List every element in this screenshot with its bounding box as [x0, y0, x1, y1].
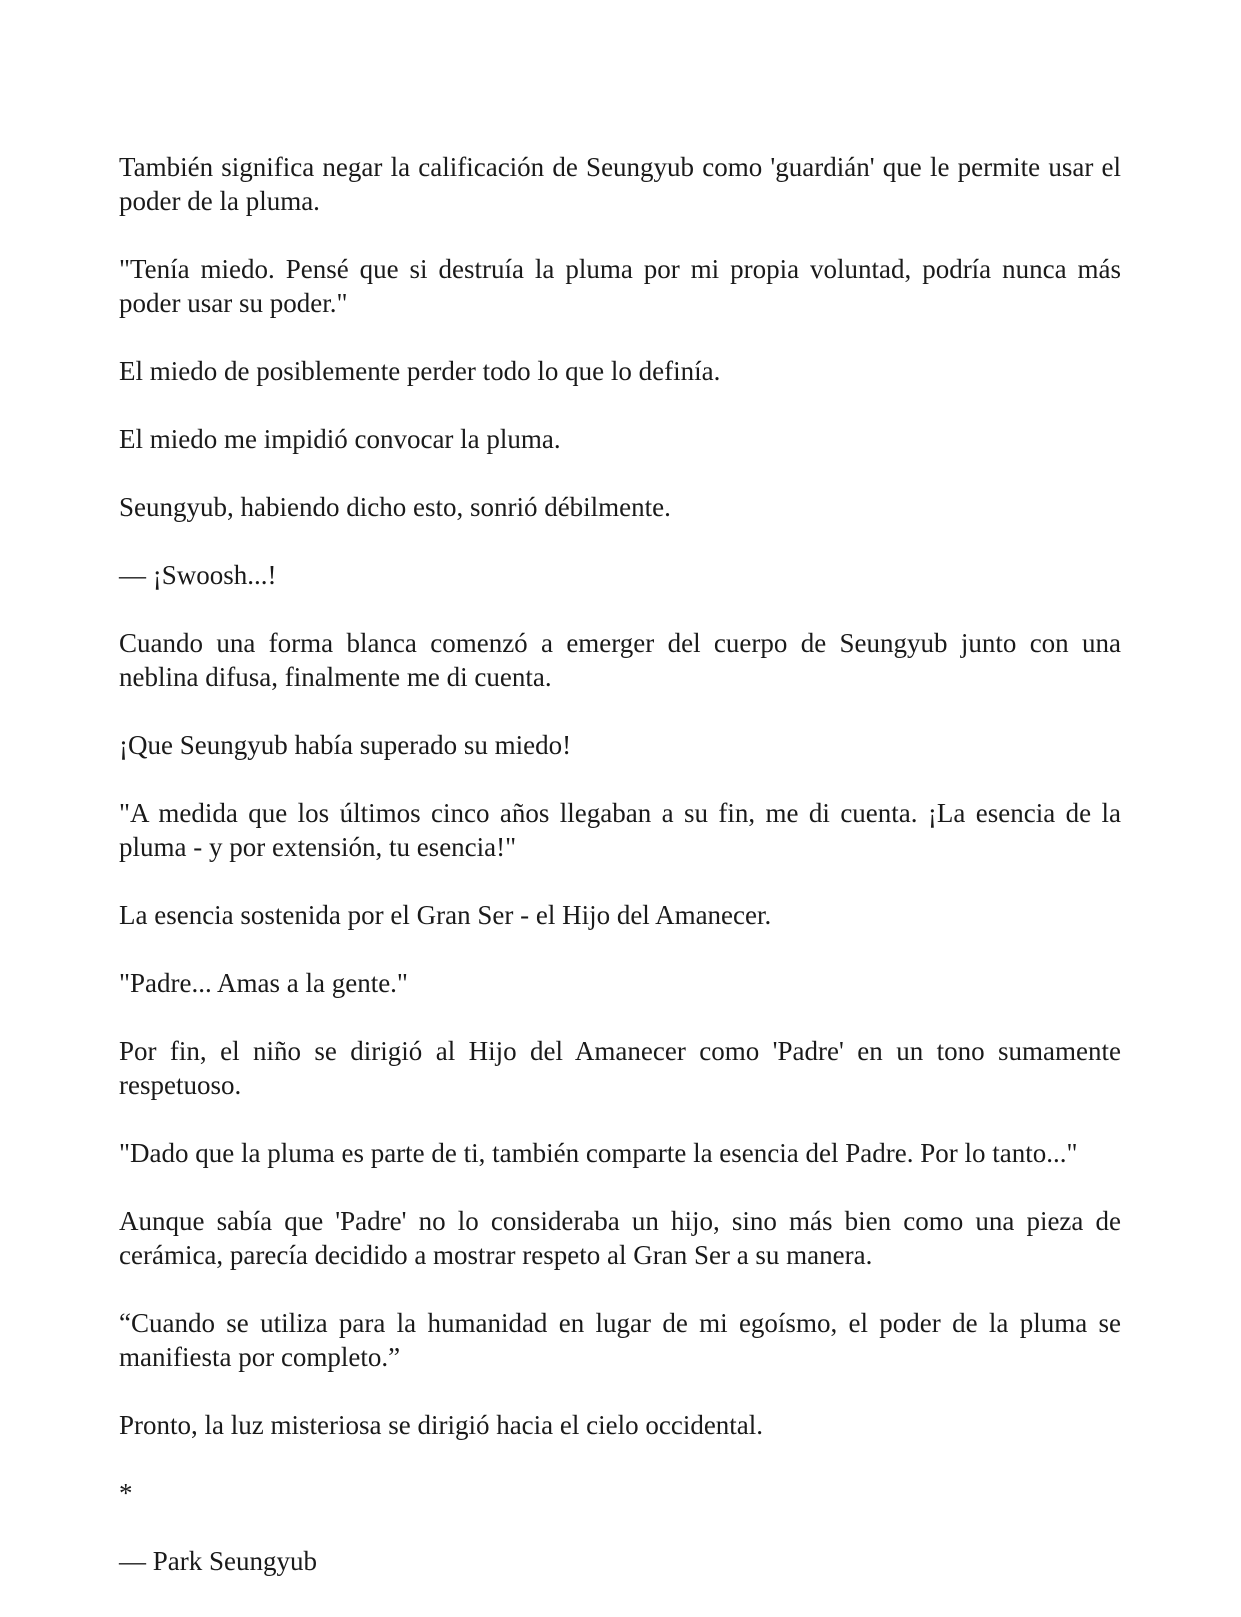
- paragraph: “Cuando se utiliza para la humanidad en lugar de mi egoísmo, el poder de la pluma se manifiesta por completo.”: [119, 1308, 1121, 1372]
- paragraph: "Dado que la pluma es parte de ti, también comparte la esencia del Padre. Por lo tanto...": [119, 1138, 1078, 1168]
- paragraph: Por fin, el niño se dirigió al Hijo del Amanecer como 'Padre' en un tono sumamente respetuoso.: [119, 1036, 1121, 1100]
- sound-effect-line: — ¡Swoosh...!: [119, 560, 277, 590]
- paragraph: Pronto, la luz misteriosa se dirigió hacia el cielo occidental.: [119, 1410, 764, 1440]
- paragraph: "Padre... Amas a la gente.": [119, 968, 408, 998]
- paragraph: También significa negar la calificación de Seungyub como 'guardián' que le permite usar el poder de la pluma.: [119, 152, 1121, 216]
- paragraph: El miedo me impidió convocar la pluma.: [119, 424, 561, 454]
- paragraph: Aunque sabía que 'Padre' no lo consideraba un hijo, sino más bien como una pieza de cerámica, parecía decidido a mostrar respeto al Gran Ser a su manera.: [119, 1206, 1121, 1270]
- document-body: [119, 150, 1121, 1612]
- paragraph: "A medida que los últimos cinco años llegaban a su fin, me di cuenta. ¡La esencia de la pluma - y por extensión, tu esencia!": [119, 798, 1121, 862]
- paragraph: La esencia sostenida por el Gran Ser - el Hijo del Amanecer.: [119, 900, 772, 930]
- paragraph: "Tenía miedo. Pensé que si destruía la pluma por mi propia voluntad, podría nunca más poder usar su poder.": [119, 254, 1121, 318]
- paragraph: ¡Que Seungyub había superado su miedo!: [119, 730, 572, 760]
- speaker-line: — Park Seungyub: [119, 1546, 317, 1576]
- scene-break: *: [119, 1478, 133, 1508]
- paragraph: Seungyub, habiendo dicho esto, sonrió débilmente.: [119, 492, 671, 522]
- paragraph: Cuando una forma blanca comenzó a emerger del cuerpo de Seungyub junto con una neblina difusa, finalmente me di cuenta.: [119, 628, 1121, 692]
- paragraph: El miedo de posiblemente perder todo lo que lo definía.: [119, 356, 721, 386]
